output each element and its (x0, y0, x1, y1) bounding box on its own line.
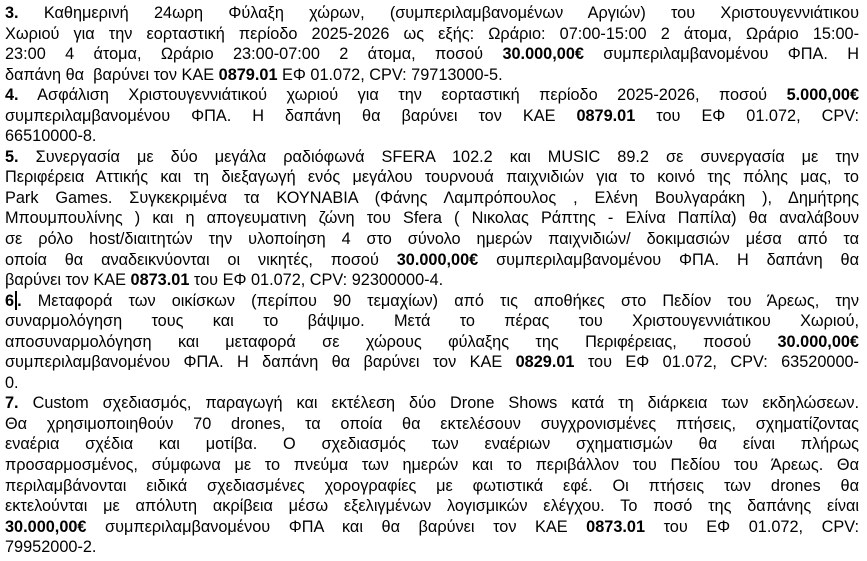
body-text: 23:00 4 άτομα, Ωράριο 23:00-07:00 2 άτομα, ποσού (5, 45, 503, 64)
body-text: Ασφάλιση Χριστουγεννιάτικού χωριού για την εορταστική περίοδο 2025-2026, ποσού (18, 86, 787, 105)
text-line (5, 147, 859, 168)
text-line (5, 270, 859, 291)
text-line (5, 85, 859, 106)
amount: 5.000,00€ (786, 86, 859, 105)
body-text: Περιφέρεια Αττικής και τη διεξαγωγή ενός μεγάλου τουρνουά παιχνιδιών για το κοινό της πόλης μας, το (5, 168, 859, 187)
body-text: συμπεριλαμβανομένου ΦΠΑ. Η δαπάνη θα βαρύνει τον ΚΑΕ (5, 106, 577, 125)
body-text: συναρμολόγηση τους και το βάψιμο. Μετά το πέρας του Χριστουγεννιάτικου Χωριού, (5, 312, 859, 331)
text-line (5, 537, 859, 558)
paragraph-7 (5, 393, 859, 557)
body-text: οποία θα αναδεικνύονται οι νικητές, ποσού (5, 250, 397, 269)
body-text: Park Games. Συγκεκριμένα τα ΚΟΥΝΑΒΙΑ (Φάνης Λαμπρόπουλος , Ελένη Βουλγαράκη ), Δημήτρης (5, 188, 859, 207)
body-text: εναέρια σχέδια και μοτίβα. Ο σχεδιασμός των εναέριων σχηματισμών θα είναι πλήρως (5, 435, 859, 454)
paragraph-4 (5, 85, 859, 147)
text-line (5, 517, 859, 538)
text-line (5, 126, 859, 147)
text-line (5, 414, 859, 435)
paragraph-6 (5, 291, 859, 394)
body-text: περιλαμβάνονται ειδικά σχεδιασμένες χορογραφίες με φωτιστικά εφέ. Οι πτήσεις των drones θα (5, 476, 859, 495)
body-text: του ΕΦ 01.072, CPV: 92300000-4. (189, 271, 444, 290)
item-number: 5. (5, 147, 19, 166)
body-text: του ΕΦ 01.072, CPV: (645, 517, 859, 536)
item-number: 6 (5, 291, 15, 310)
body-text: σε ρόλο host/διαιτητών την υλοποίηση 4 στο σύνολο ημερών παιχνιδιών/ δοκιμασιών μέσα από τα (5, 230, 859, 249)
body-text: προσαρμοσμένος, σύμφωνα με το πνεύμα των ημερών και το περιβάλλον του Πεδίου του Άρεως. Θα (5, 456, 859, 475)
kae-code: 0879.01 (576, 106, 636, 125)
paragraph-5 (5, 147, 859, 291)
body-text: Συνεργασία με δύο μεγάλα ραδιόφωνά SFERA 102.2 και MUSIC 89.2 σε συνεργασία με την (18, 147, 859, 166)
text-line (5, 291, 859, 312)
amount: 30.000,00€ (5, 517, 87, 536)
text-line (5, 65, 859, 86)
text-line (5, 24, 859, 45)
kae-code: 0879.01 (218, 65, 278, 84)
text-line (5, 208, 859, 229)
body-text: αποσυναρμολόγηση και μεταφορά σε χώρους φύλαξης της Περιφέρειας, ποσού (5, 332, 778, 351)
body-text: συμπεριλαμβανομένου ΦΠΑ. Η (583, 45, 859, 64)
item-number: . (17, 291, 22, 310)
paragraph-3 (5, 3, 859, 85)
kae-code: 0829.01 (515, 353, 575, 372)
text-line (5, 167, 859, 188)
body-text: 79952000-2. (5, 538, 97, 557)
text-line (5, 311, 859, 332)
body-text: 0. (5, 373, 19, 392)
body-text: Custom σχεδιασμός, παραγωγή και εκτέλεση δύο Drone Shows κατά τη διάρκεια των εκδηλώσεων. (18, 394, 859, 413)
item-number: 7. (5, 394, 19, 413)
text-line (5, 393, 859, 414)
text-line (5, 373, 859, 394)
text-line (5, 188, 859, 209)
text-line (5, 3, 859, 24)
body-text: Καθημερινή 24ωρη Φύλαξη χώρων, (συμπεριλαμβανομένων Αργιών) του Χριστουγεννιάτικου (18, 4, 859, 22)
body-text: του ΕΦ 01.072, CPV: 63520000- (574, 353, 859, 372)
text-line (5, 352, 859, 373)
item-number: 4. (5, 86, 19, 105)
body-text: ΕΦ 01.072, CPV: 79713000-5. (277, 65, 503, 84)
body-text: Θα χρησιμοποιηθούν 70 drones, τα οποία θα εκτελέσουν συγχρονισμένες πτήσεις, σχηματίζοντας (5, 414, 859, 433)
body-text: βαρύνει τον ΚΑΕ (5, 271, 131, 290)
text-line (5, 476, 859, 497)
item-number: 3. (5, 4, 19, 22)
amount: 30.000,00€ (396, 250, 479, 269)
body-text: συμπεριλαμβανομένου ΦΠΑ και θα βαρύνει τον ΚΑΕ (86, 517, 587, 536)
body-text: συμπεριλαμβανομένου ΦΠΑ. Η δαπάνη θα βαρύνει τον ΚΑΕ (5, 353, 516, 372)
text-line (5, 496, 859, 517)
body-text: Χωριού για την εορταστική περίοδο 2025-2026 ως εξής: Ωράριο: 07:00-15:00 2 άτομα, Ωράριο 15:00- (5, 24, 859, 43)
amount: 30.000,00€ (777, 332, 859, 351)
body-text: συμπεριλαμβανομένου ΦΠΑ. Η δαπάνη θα (478, 250, 859, 269)
text-line (5, 44, 859, 65)
body-text: Μπουμπουλίνης ) και η απογευματινη ζώνη του Sfera ( Νικολας Ράπτης - Ελίνα Παπίλα) θα αναλάβουν (5, 209, 859, 228)
body-text: εκτελούνται με απόλυτη ακρίβεια μέσω εξελιγμένων λογισμικών ελέγχου. Το ποσό της δαπάνης είναι (5, 497, 859, 516)
body-text: 66510000-8. (5, 127, 97, 146)
body-text: δαπάνη θα βαρύνει τον ΚΑΕ (5, 65, 219, 84)
text-line (5, 229, 859, 250)
body-text: Μεταφορά των οικίσκων (περίπου 90 τεμαχίων) από τις αποθήκες στο Πεδίον του Άρεως, την (21, 291, 859, 310)
text-line (5, 106, 859, 127)
kae-code: 0873.01 (130, 271, 190, 290)
text-line (5, 434, 859, 455)
kae-code: 0873.01 (586, 517, 646, 536)
text-line (5, 332, 859, 353)
text-line (5, 250, 859, 271)
amount: 30.000,00€ (502, 45, 584, 64)
body-text: του ΕΦ 01.072, CPV: (635, 106, 859, 125)
text-line (5, 455, 859, 476)
